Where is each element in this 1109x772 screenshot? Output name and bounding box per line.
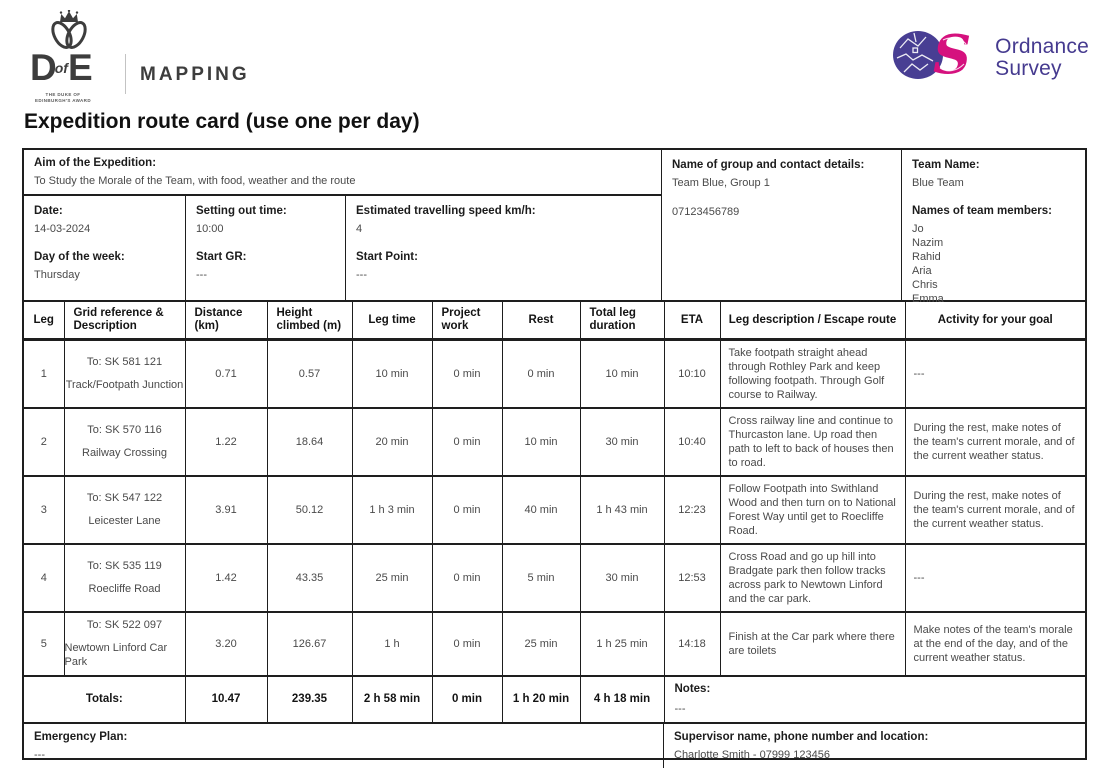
- supervisor-label: Supervisor name, phone number and location:: [674, 730, 929, 743]
- cell-grid: To: SK 535 119 Roecliffe Road: [64, 544, 185, 612]
- cell-description: Follow Footpath into Swithland Wood and then turn on to National Forest Way until get to Roecliffe Road.: [720, 476, 905, 544]
- cell-total: 10 min: [580, 339, 664, 408]
- col-header-height: Height climbed (m): [267, 302, 352, 339]
- notes-value: ---: [674, 702, 686, 715]
- cell-leg: 1: [24, 339, 64, 408]
- cell-grid: To: SK 522 097 Newtown Linford Car Park: [64, 612, 185, 676]
- cell-project: 0 min: [432, 612, 502, 676]
- cell-eta: 10:40: [664, 408, 720, 476]
- cell-description: Finish at the Car park where there are toilets: [720, 612, 905, 676]
- cell-grid: To: SK 547 122 Leicester Lane: [64, 476, 185, 544]
- cell-rest: 5 min: [502, 544, 580, 612]
- cell-project: 0 min: [432, 544, 502, 612]
- table-row: [24, 408, 1085, 476]
- members-label: Names of team members:: [912, 205, 1052, 217]
- col-header-eta: ETA: [664, 302, 720, 339]
- cell-leg: 3: [24, 476, 64, 544]
- aim-field: [24, 150, 661, 196]
- totals-row: [24, 676, 1085, 722]
- totals-rest: 1 h 20 min: [502, 676, 580, 722]
- member-name: Rahid: [912, 251, 941, 263]
- speed-field: [346, 196, 661, 300]
- cell-grid: To: SK 581 121 Track/Footpath Junction: [64, 339, 185, 408]
- cell-total: 1 h 25 min: [580, 612, 664, 676]
- table-row: [24, 612, 1085, 676]
- cell-leg: 5: [24, 612, 64, 676]
- speed-label: Estimated travelling speed km/h:: [356, 205, 536, 217]
- col-header-leg: Leg: [24, 302, 64, 339]
- os-wordmark: Ordnance Survey: [995, 34, 1089, 80]
- totals-total: 4 h 18 min: [580, 676, 664, 722]
- cell-description: Cross Road and go up hill into Bradgate park then follow tracks across park to Newtown Linford and the car park.: [720, 544, 905, 612]
- cell-leg-time: 25 min: [352, 544, 432, 612]
- col-header-project: Project work: [432, 302, 502, 339]
- svg-text:S: S: [933, 27, 972, 83]
- cell-distance: 1.42: [185, 544, 267, 612]
- group-value: Team Blue, Group 1: [672, 177, 770, 189]
- team-name-value: Blue Team: [912, 177, 964, 189]
- cell-height: 126.67: [267, 612, 352, 676]
- notes-field: [664, 676, 1085, 722]
- start-gr-value: ---: [196, 269, 207, 281]
- dofe-tagline: THE DUKE OF EDINBURGH'S AWARD: [35, 92, 91, 103]
- page-title: Expedition route card (use one per day): [24, 110, 420, 133]
- start-point-value: ---: [356, 269, 367, 281]
- cell-leg-time: 1 h: [352, 612, 432, 676]
- member-name: Nazim: [912, 237, 944, 249]
- cell-eta: 10:10: [664, 339, 720, 408]
- member-name: Emma: [912, 293, 944, 305]
- setting-out-value: 10:00: [196, 223, 224, 235]
- team-field: [902, 150, 1085, 305]
- start-point-label: Start Point:: [356, 251, 418, 263]
- emergency-plan-label: Emergency Plan:: [34, 730, 128, 743]
- col-header-rest: Rest: [502, 302, 580, 339]
- member-name: Jo: [912, 223, 924, 235]
- cell-height: 50.12: [267, 476, 352, 544]
- start-gr-label: Start GR:: [196, 251, 247, 263]
- route-card: [22, 148, 1087, 760]
- cell-rest: 40 min: [502, 476, 580, 544]
- cell-description: Take footpath straight ahead through Rothley Park and keep following footpath. Through Golf course to Railway.: [720, 339, 905, 408]
- day-value: Thursday: [34, 269, 80, 281]
- cell-activity: During the rest, make notes of the team's current morale, and of the current weather status.: [905, 476, 1085, 544]
- cell-distance: 1.22: [185, 408, 267, 476]
- col-header-activity: Activity for your goal: [905, 302, 1085, 339]
- table-row: [24, 476, 1085, 544]
- cell-activity: ---: [905, 339, 1085, 408]
- expedition-info-section: [24, 150, 1085, 305]
- cell-distance: 3.91: [185, 476, 267, 544]
- totals-leg-time: 2 h 58 min: [352, 676, 432, 722]
- cell-project: 0 min: [432, 408, 502, 476]
- emergency-plan-value: ---: [34, 748, 45, 761]
- date-value: 14-03-2024: [34, 223, 91, 235]
- group-label: Name of group and contact details:: [672, 159, 865, 171]
- table-row: [24, 339, 1085, 408]
- route-legs-table: [24, 302, 1085, 722]
- aim-label: Aim of the Expedition:: [34, 157, 157, 169]
- col-header-distance: Distance (km): [185, 302, 267, 339]
- cell-description: Cross railway line and continue to Thurcaston lane. Up road then path to left to back of houses then to road.: [720, 408, 905, 476]
- dofe-logo: [28, 8, 248, 108]
- col-header-leg-time: Leg time: [352, 302, 432, 339]
- ordnance-survey-logo: [891, 27, 1089, 88]
- cell-leg: 2: [24, 408, 64, 476]
- notes-label: Notes:: [674, 682, 711, 695]
- logo-divider: [125, 54, 126, 94]
- cell-rest: 25 min: [502, 612, 580, 676]
- day-label: Day of the week:: [34, 251, 125, 263]
- members-list: [912, 222, 1075, 306]
- time-field: [186, 196, 346, 300]
- cell-rest: 0 min: [502, 339, 580, 408]
- totals-height: 239.35: [267, 676, 352, 722]
- cell-grid: To: SK 570 116 Railway Crossing: [64, 408, 185, 476]
- cell-activity: Make notes of the team's morale at the end of the day, and of the current weather status.: [905, 612, 1085, 676]
- supervisor-value: Charlotte Smith - 07999 123456: [674, 748, 830, 761]
- member-name: Chris: [912, 279, 938, 291]
- cell-distance: 0.71: [185, 339, 267, 408]
- totals-label: Totals:: [24, 676, 185, 722]
- totals-distance: 10.47: [185, 676, 267, 722]
- cell-height: 18.64: [267, 408, 352, 476]
- date-field: [24, 196, 186, 300]
- cell-total: 30 min: [580, 408, 664, 476]
- dofe-wordmark: DofE: [30, 47, 91, 88]
- date-label: Date:: [34, 205, 63, 217]
- cell-leg-time: 20 min: [352, 408, 432, 476]
- cell-leg-time: 1 h 3 min: [352, 476, 432, 544]
- cell-rest: 10 min: [502, 408, 580, 476]
- cell-project: 0 min: [432, 339, 502, 408]
- table-row: [24, 544, 1085, 612]
- team-name-label: Team Name:: [912, 159, 980, 171]
- cell-total: 1 h 43 min: [580, 476, 664, 544]
- supervisor-field: [664, 724, 1085, 768]
- cell-height: 0.57: [267, 339, 352, 408]
- cell-leg: 4: [24, 544, 64, 612]
- cell-height: 43.35: [267, 544, 352, 612]
- table-header-row: [24, 302, 1085, 339]
- cell-total: 30 min: [580, 544, 664, 612]
- mapping-wordmark: MAPPING: [140, 64, 250, 85]
- group-phone: 07123456789: [672, 206, 740, 218]
- cell-distance: 3.20: [185, 612, 267, 676]
- aim-value: To Study the Morale of the Team, with food, weather and the route: [34, 175, 356, 187]
- speed-value: 4: [356, 223, 363, 235]
- cell-eta: 14:18: [664, 612, 720, 676]
- cell-project: 0 min: [432, 476, 502, 544]
- setting-out-label: Setting out time:: [196, 205, 287, 217]
- col-header-grid: Grid reference & Description: [64, 302, 185, 339]
- member-name: Aria: [912, 265, 932, 277]
- footer-section: [24, 722, 1085, 768]
- cell-leg-time: 10 min: [352, 339, 432, 408]
- col-header-total: Total leg duration: [580, 302, 664, 339]
- col-header-description: Leg description / Escape route: [720, 302, 905, 339]
- os-logo-icon: [891, 27, 991, 88]
- cell-eta: 12:23: [664, 476, 720, 544]
- cell-activity: ---: [905, 544, 1085, 612]
- group-contact-field: [662, 150, 902, 300]
- cell-eta: 12:53: [664, 544, 720, 612]
- emergency-plan-field: [24, 724, 664, 768]
- totals-project: 0 min: [432, 676, 502, 722]
- cell-activity: During the rest, make notes of the team's current morale, and of the current weather status.: [905, 408, 1085, 476]
